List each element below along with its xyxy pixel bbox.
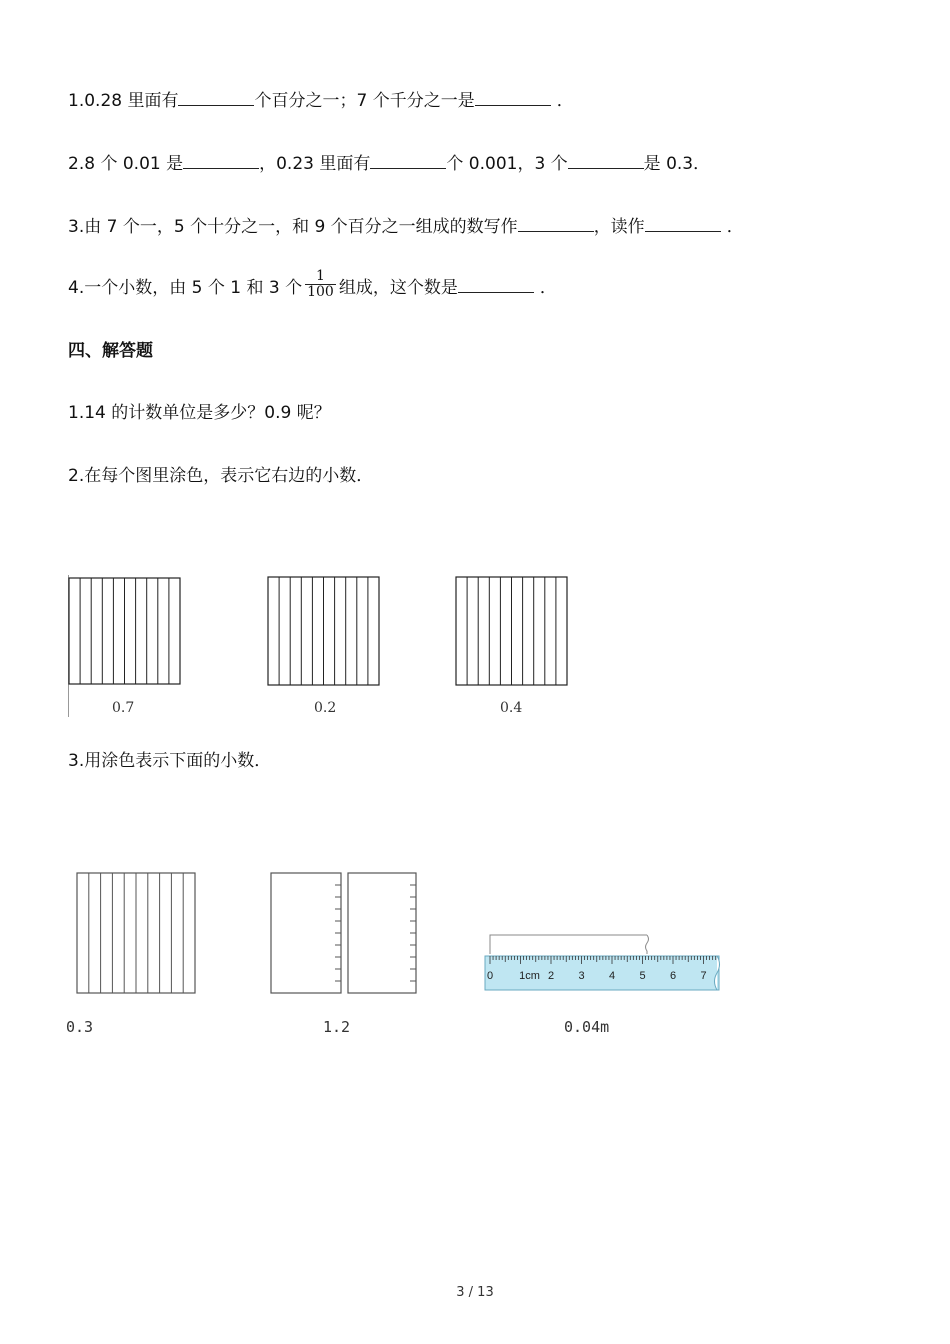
fill-question-2 [68,152,710,175]
ruler-number: 5 [639,970,646,982]
q2-text-c: 个 0.001，3 个 [446,154,568,174]
answer-question-3: 3.用涂色表示下面的小数． [68,751,272,771]
q4-text-a: 4.一个小数，由 5 个 1 和 3 个 [68,278,303,298]
tenths-grid-figure[interactable] [68,575,182,717]
ruler-number: 1cm [519,970,540,982]
q3-text-a: 3.由 7 个一，5 个十分之一，和 9 个百分之一组成的数写作 [68,217,518,237]
decimal-label: 0.7 [112,700,135,716]
answer-blank[interactable] [370,152,446,169]
answer-blank[interactable] [475,89,551,106]
two-ruled-boxes-figure[interactable] [270,872,420,996]
fill-question-1 [68,89,574,112]
ruler-number: 7 [700,970,707,982]
q1-text-c: ． [556,91,574,111]
answer-blank[interactable] [568,152,644,169]
fraction-numerator: 1 [305,269,336,285]
decimal-label: 0.2 [314,700,337,716]
decimal-label: 0.04m [564,1018,610,1036]
ruler-number: 4 [608,970,616,982]
answer-blank[interactable] [178,89,254,106]
tenths-grid-figure[interactable] [267,576,381,686]
fill-question-3 [68,215,744,238]
q4-text-b: 组成，这个数是 [338,278,458,298]
q2-text-b: ，0.23 里面有 [259,154,371,174]
measured-strip [490,935,649,954]
fill-question-4 [68,267,557,306]
section-heading: 四、解答题 [68,341,153,361]
tenths-grid-figure[interactable] [455,576,569,686]
box-outline [348,873,416,993]
answer-blank[interactable] [183,152,259,169]
q3-text-b: ，读作 [593,217,645,237]
answer-question-1: 1.14 的计数单位是多少？0.9 呢？ [68,403,331,423]
decimal-label: 0.3 [66,1018,94,1036]
answer-blank[interactable] [458,276,534,293]
box-outline [271,873,341,993]
q3-text-c: ． [726,217,744,237]
q2-text-d: 是 0.3． [643,154,711,174]
decimal-label: 0.4 [500,700,523,716]
q1-text-a: 1.0.28 里面有 [68,91,179,111]
answer-question-2: 2.在每个图里涂色，表示它右边的小数． [68,466,374,486]
tenths-grid-figure[interactable] [76,872,198,996]
q2-text-a: 2.8 个 0.01 是 [68,154,184,174]
fraction-denominator: 100 [307,283,334,300]
q1-text-b: 个百分之一；7 个千分之一是 [254,91,475,111]
ruler-figure[interactable] [484,930,724,992]
ruler-number: 2 [547,970,555,982]
decimal-label: 1.2 [323,1018,351,1036]
page-number: 3 / 13 [456,1285,494,1300]
answer-blank[interactable] [518,215,594,232]
ruler-number: 3 [578,970,585,982]
fraction [305,269,336,300]
ruler-number: 0 [486,970,494,982]
q4-text-c: ． [539,278,557,298]
answer-blank[interactable] [645,215,721,232]
ruler-number: 6 [669,970,677,982]
